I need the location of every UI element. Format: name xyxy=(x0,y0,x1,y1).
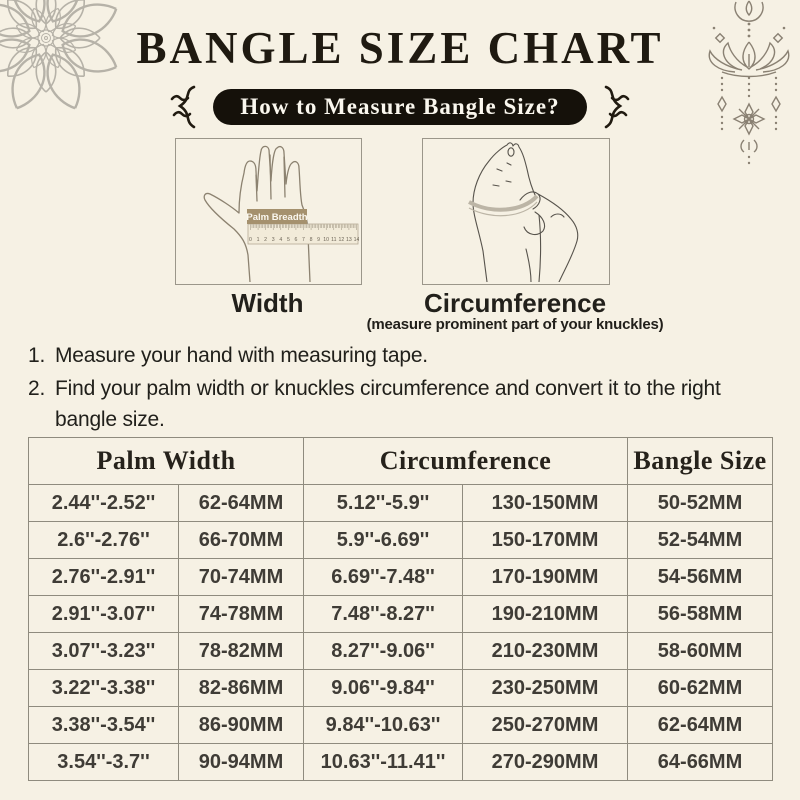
instruction-number: 2. xyxy=(28,377,46,400)
table-cell: 66-70MM xyxy=(179,522,304,559)
table-cell: 86-90MM xyxy=(179,707,304,744)
flourish-right-icon xyxy=(599,84,633,130)
table-cell: 210-230MM xyxy=(463,633,628,670)
table-cell: 7.48''-8.27'' xyxy=(304,596,463,633)
svg-text:7: 7 xyxy=(302,237,305,243)
size-table xyxy=(28,437,773,781)
table-cell: 8.27''-9.06'' xyxy=(304,633,463,670)
table-cell: 62-64MM xyxy=(628,707,773,744)
svg-text:14: 14 xyxy=(353,237,359,243)
table-cell: 56-58MM xyxy=(628,596,773,633)
hand-circumference-illustration xyxy=(422,138,610,285)
instructions-list xyxy=(28,340,776,437)
instruction-text: Find your palm width or knuckles circumference and convert it to the right bangle size. xyxy=(55,377,721,431)
table-cell: 10.63''-11.41'' xyxy=(304,744,463,781)
header-bangle-size: Bangle Size xyxy=(628,438,773,485)
table-cell: 150-170MM xyxy=(463,522,628,559)
table-cell: 62-64MM xyxy=(179,485,304,522)
width-caption: Width xyxy=(231,288,304,318)
table-cell: 2.44''-2.52'' xyxy=(29,485,179,522)
table-cell: 50-52MM xyxy=(628,485,773,522)
table-cell: 170-190MM xyxy=(463,559,628,596)
page-title: BANGLE SIZE CHART xyxy=(136,23,664,73)
table-row xyxy=(29,670,773,707)
table-cell: 3.22''-3.38'' xyxy=(29,670,179,707)
table-cell: 5.9''-6.69'' xyxy=(304,522,463,559)
table-cell: 250-270MM xyxy=(463,707,628,744)
flourish-left-icon xyxy=(167,84,201,130)
table-cell: 190-210MM xyxy=(463,596,628,633)
table-cell: 54-56MM xyxy=(628,559,773,596)
table-cell: 9.06''-9.84'' xyxy=(304,670,463,707)
svg-text:5: 5 xyxy=(286,237,290,243)
table-header-row xyxy=(29,438,773,485)
table-cell: 90-94MM xyxy=(179,744,304,781)
table-cell: 270-290MM xyxy=(463,744,628,781)
svg-text:1: 1 xyxy=(256,237,260,243)
table-cell: 2.6''-2.76'' xyxy=(29,522,179,559)
table-cell: 74-78MM xyxy=(179,596,304,633)
header-circumference: Circumference xyxy=(304,438,628,485)
table-cell: 78-82MM xyxy=(179,633,304,670)
table-cell: 3.38''-3.54'' xyxy=(29,707,179,744)
table-cell: 64-66MM xyxy=(628,744,773,781)
svg-text:10: 10 xyxy=(323,237,330,243)
table-cell: 60-62MM xyxy=(628,670,773,707)
svg-text:0: 0 xyxy=(249,237,252,243)
svg-text:6: 6 xyxy=(294,237,298,243)
svg-text:13: 13 xyxy=(346,237,352,243)
instruction-item xyxy=(28,340,776,371)
table-cell: 6.69''-7.48'' xyxy=(304,559,463,596)
svg-text:9: 9 xyxy=(317,237,321,243)
table-row xyxy=(29,559,773,596)
table-cell: 9.84''-10.63'' xyxy=(304,707,463,744)
banner-pill: How to Measure Bangle Size? xyxy=(213,89,586,125)
palm-breadth-tag-label: Palm Breadth xyxy=(246,212,308,223)
svg-text:2: 2 xyxy=(264,237,268,243)
instruction-number: 1. xyxy=(28,344,46,367)
table-cell: 230-250MM xyxy=(463,670,628,707)
circumference-caption: Circumference xyxy=(423,288,607,318)
table-cell: 2.91''-3.07'' xyxy=(29,596,179,633)
table-cell: 82-86MM xyxy=(179,670,304,707)
svg-text:4: 4 xyxy=(279,237,283,243)
instruction-text: Measure your hand with measuring tape. xyxy=(55,344,428,367)
table-cell: 3.54''-3.7'' xyxy=(29,744,179,781)
table-cell: 3.07''-3.23'' xyxy=(29,633,179,670)
svg-text:8: 8 xyxy=(309,237,313,243)
table-cell: 52-54MM xyxy=(628,522,773,559)
table-row xyxy=(29,522,773,559)
table-cell: 70-74MM xyxy=(179,559,304,596)
ruler xyxy=(246,209,359,244)
table-row xyxy=(29,744,773,781)
table-cell: 58-60MM xyxy=(628,633,773,670)
table-row xyxy=(29,633,773,670)
hand-width-illustration xyxy=(175,138,362,285)
ruler-numbers xyxy=(249,237,359,243)
table-row xyxy=(29,596,773,633)
table-row xyxy=(29,707,773,744)
svg-text:11: 11 xyxy=(331,237,337,243)
table-cell: 130-150MM xyxy=(463,485,628,522)
banner-row xyxy=(0,84,800,130)
table-row xyxy=(29,485,773,522)
svg-text:3: 3 xyxy=(271,237,275,243)
table-cell: 2.76''-2.91'' xyxy=(29,559,179,596)
header-palm-width: Palm Width xyxy=(29,438,304,485)
circumference-note: (measure prominent part of your knuckles) xyxy=(366,316,664,333)
instruction-item xyxy=(28,373,776,435)
size-table-body xyxy=(29,485,773,781)
table-cell: 5.12''-5.9'' xyxy=(304,485,463,522)
svg-text:12: 12 xyxy=(338,237,345,243)
